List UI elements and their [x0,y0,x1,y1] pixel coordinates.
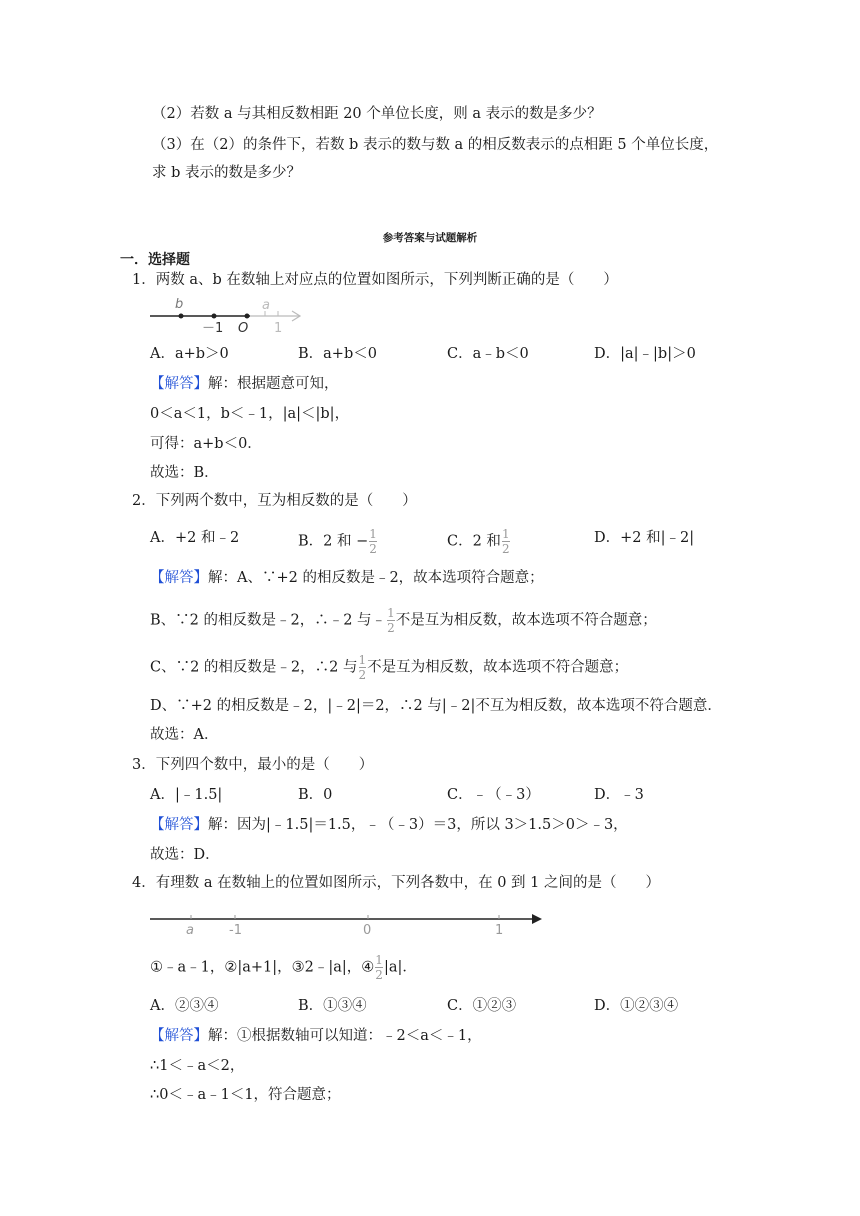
question-2-continuation: （2）若数 a 与其相反数相距 20 个单位长度，则 a 表示的数是多少？ [152,106,602,122]
question-3-line-2: 求 b 表示的数是多少？ [152,165,301,181]
label-b: b [175,297,184,312]
p1-answer-line-3: 可得：a+b＜0． [150,436,262,452]
p3-option-d: D．﹣3 [594,787,644,803]
fraction-half: $\frac{1}{2}$ [375,953,383,982]
p4-answer-line-3: ∴0＜﹣a﹣1＜1，符合题意； [150,1087,341,1103]
fraction-half: $\frac{1}{2}$ [369,527,377,556]
p2-option-c: C．2 和 $\frac{1}{2}$ [447,527,510,556]
p1-answer-line-4: 故选：B． [150,465,219,481]
problem-3-stem: 3．下列四个数中，最小的是（ ） [132,757,374,773]
page-title: 参考答案与试题解析 [382,232,478,244]
p2-answer-line-4: D、∵+2 的相反数是﹣2，|﹣2|＝2，∴2 与|﹣2|不互为相反数，故本选项不符合题意． [150,698,722,714]
problem-1-number-line [150,295,310,335]
p2-answer-line-5: 故选：A． [150,727,219,743]
p3-option-b: B．0 [298,787,333,803]
problem-1-stem: 1．两数 a、b 在数轴上对应点的位置如图所示，下列判断正确的是（ ） [132,272,618,288]
p4-option-d: D．①②③④ [594,998,679,1014]
p4-a1: 解：①根据数轴可以知道：﹣2＜a＜﹣1， [208,1028,482,1044]
section-heading: 一．选择题 [120,252,190,268]
label-a: a [262,298,270,313]
p2-option-d: D．+2 和|﹣2| [594,530,695,546]
p1-option-a: A．a+b＞0 [150,346,229,362]
problem-4-number-line [150,905,550,941]
p3-answer-line-2: 故选：D． [150,847,220,863]
p2-option-b: B．2 和 − $\frac{1}{2}$ [298,527,377,556]
p1-answer-line-2: 0＜a＜1，b＜﹣1，|a|＜|b|， [150,406,350,422]
p3-a1: 解：因为|﹣1.5|＝1.5，﹣（﹣3）＝3，所以 3＞1.5＞0＞﹣3， [208,817,628,833]
p2-option-a: A．+2 和﹣2 [150,530,240,546]
p1-option-c: C．a﹣b＜0 [447,346,529,362]
p1-option-d: D．|a|﹣|b|＞0 [594,346,696,362]
point-origin [245,314,250,319]
p4-option-a: A．②③④ [150,998,219,1014]
point-b [179,314,184,319]
p2-answer-line-1 [150,568,544,588]
problem-4-stem: 4．有理数 a 在数轴上的位置如图所示，下列各数中，在 0 到 1 之间的是（ ） [132,875,660,891]
p2-a1: 解：A、∵+2 的相反数是﹣2，故本选项符合题意； [208,570,544,586]
p4-answer-line-1 [150,1026,482,1046]
fraction-half: $\frac{1}{2}$ [501,527,510,556]
p4-answer-line-2: ∴1＜﹣a＜2， [150,1058,245,1074]
answer-tag: 【解答】 [150,376,208,392]
p3-answer-line-1 [150,815,628,835]
p3-option-c: C．﹣（﹣3） [447,787,540,803]
question-3-line-1: （3）在（2）的条件下，若数 b 表示的数与数 a 的相反数表示的点相距 5 个单位长度， [152,137,719,153]
label-0: 0 [363,923,372,938]
label-neg1: -1 [229,923,242,938]
label-a: a [186,923,194,938]
p2-answer-line-2: B、∵2 的相反数是﹣2，∴﹣2 与﹣ $\frac{1}{2}$ 不是互为相反数，故本选项不符合题意； [150,606,657,635]
label-1: 1 [495,923,504,938]
p4-option-c: C．①②③ [447,998,517,1014]
label-1: 1 [274,321,283,335]
p3-option-a: A．|﹣1.5| [150,787,223,803]
fraction-half: $\frac{1}{2}$ [358,653,367,682]
p1-option-b: B．a+b＜0 [298,346,377,362]
p4-items: ①﹣a﹣1，②|a+1|，③2﹣|a|，④ $\frac{1}{2}$ |a|． [150,953,417,982]
label-o: O [238,321,249,335]
p1-answer-line-1 [150,374,339,394]
problem-2-stem: 2．下列两个数中，互为相反数的是（ ） [132,493,417,509]
answer-tag: 【解答】 [150,570,208,586]
answer-tag: 【解答】 [150,817,208,833]
label-neg1: －1 [202,321,224,335]
fraction-half: $\frac{1}{2}$ [387,606,395,635]
p4-option-b: B．①③④ [298,998,367,1014]
p1-a1: 解：根据题意可知， [208,376,339,392]
point-neg1 [212,314,217,319]
answer-tag: 【解答】 [150,1028,208,1044]
p2-answer-line-3: C、∵2 的相反数是﹣2，∴2 与 $\frac{1}{2}$ 不是互为相反数，故本选项不符合题意； [150,653,629,682]
